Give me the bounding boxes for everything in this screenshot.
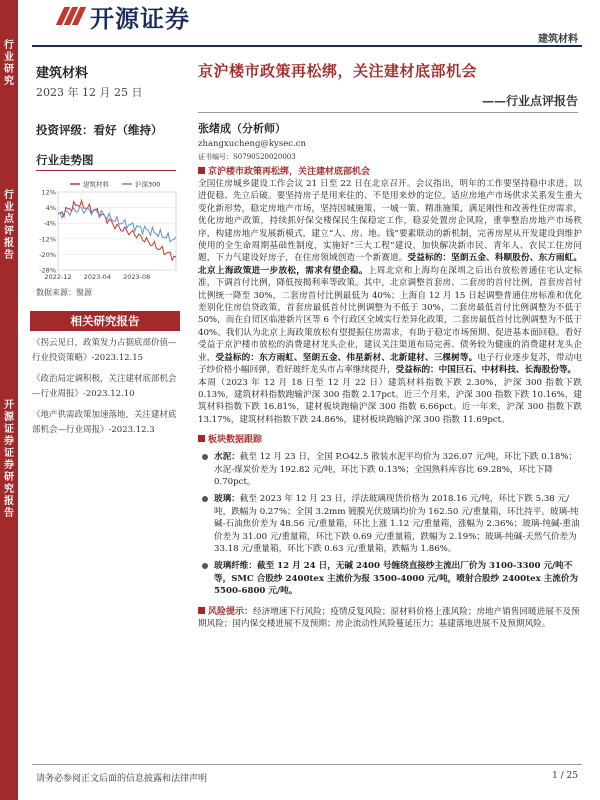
x-tick-label: 2023-08 [123,273,151,281]
section-heading: 京沪楼市政策再松绑，关注建材底部机会 [198,166,582,178]
sector-name: 建筑材料 [36,66,89,81]
square-bullet-icon [198,607,205,614]
trend-chart-svg [30,174,180,286]
footer-disclaimer: 请务必参阅正文后面的信息披露和法律声明 [36,774,208,784]
legend-label: 沪深300 [135,180,161,189]
y-tick-label: 12% [41,188,56,197]
brand-logo [58,0,190,32]
report-subtitle: ——行业点评报告 [481,94,578,108]
y-tick-label: -12% [39,235,56,244]
cement-item: 水泥：截至 12 月 23 日，全国 P.O42.5 散装水泥平均价为 326.07 元/吨，环比下跌 0.18%；水泥-煤炭价差为 192.82 元/吨，环比下跌 0.13%；全国熟料库容比 69.28%，环比下降 0.70pct。 [198,451,582,488]
side-label-bottom: 开源证券 证券研究报告 [4,400,14,519]
brand-mark-icon [58,5,84,27]
y-tick-label: 4% [45,204,56,213]
section-heading: 风险提示：经济增速下行风险；疫情反复风险；原材料价格上涨风险；房地产销售回暖进展不及预期风险；国内保交楼进展不及预期；房企流动性风险蔓延压力；基建落地进展不及预期风险。 [198,606,580,629]
analyst-cert: 证书编号：S0790520020003 [198,153,296,161]
bullet-dot-icon [202,454,208,460]
y-tick-label: -28% [39,266,56,275]
bullet-dot-icon [202,563,208,569]
bullet-dot-icon [202,496,208,502]
related-report-item[interactable]: 《地产供需政策加速落地，关注建材底部机会—行业周报》-2023.12.3 [32,410,177,435]
footer-divider [32,764,582,765]
y-tick-label: -4% [43,219,56,228]
square-bullet-icon [198,167,205,174]
header-industry-tag: 建筑材料 [538,34,578,45]
market-performance-paragraph: 本周（2023 年 12 月 18 日至 12 月 22 日）建筑材料指数下跌 2.30%，沪深 300 指数下跌 0.13%，建筑材料指数跑输沪深 300 指数 2.17pct。近三个月来，沪深 300 指数下跌 10.16%，建筑材料指数下跌 16.81%，建材板块跑输沪深 300 指数 6.66pct。近一年来，沪深 300 指数下跌 13.17%，建筑材料指数下跌 24.86%，建材板块跑输沪深 300 指数 11.69pct。 [198,377,582,425]
related-report-item[interactable]: 《政治局定调积极，关注建材底部机会—行业周报》-2023.12.10 [32,374,177,399]
header-divider [32,45,582,47]
y-tick-label: -20% [39,250,56,259]
report-body [198,166,582,630]
related-report-item[interactable]: 《拐云见日，政策发力占据底部价值—行业投资策略》-2023.12.15 [32,338,177,363]
glass-item: 玻璃：截至 2023 年 12 月 23 日，浮法玻璃现货价格为 2018.16 元/吨，环比下跌 5.38 元/吨，跌幅为 0.27%；全国 3.2mm 镀膜光伏玻璃均价为 162.50 元/重量箱，环比持平。玻璃-纯碱-石油焦价差为 48.56 元/重量箱，环比上涨 1.12 元/重量箱，涨幅为 2.36%；玻璃-纯碱-重油价差为 31.00 元/重量箱，环比下跌 0.69 元/重量箱，跌幅为 2.19%；玻璃-纯碱-天然气价差为 33.18 元/重量箱，环比下跌 0.63 元/重量箱，跌幅为 1.86%。 [198,493,582,555]
fiber-item: 玻璃纤维：截至 12 月 24 日，无碱 2400 号缠绕直接纱主流出厂价为 3100-3300 元/吨不等，SMC 合股纱 2400tex 主流价为报 3500-4000 元/吨，喷射合股纱 2400tex 主流价为 5500-6800 元/吨。 [198,560,582,597]
section-heading: 板块数据跟踪 [198,434,582,446]
related-reports-header: 相关研究报告 [30,311,180,331]
trend-chart [30,174,180,286]
analyst-email[interactable]: zhangxucheng@kysec.cn [198,139,306,149]
chart-frame [58,192,176,270]
investment-rating: 投资评级：看好（维持） [36,123,163,137]
legend-label: 建筑材料 [83,180,109,189]
related-reports-list [32,336,180,444]
page-number: 1 / 25 [552,771,578,781]
x-tick-label: 2022-12 [44,273,72,281]
author-divider [198,112,578,113]
analyst-name: 张绪成（分析师） [198,122,286,135]
x-tick-label: 2023-04 [83,273,111,281]
trend-divider [36,170,176,171]
section-paragraph: 全国住房城乡建设工作会议 21 日至 22 日在北京召开。会议指出，明年的工作要坚持稳中求进、以进促稳、先立后破。要坚持房子是用来住的、不是用来炒的定位，适应房地产市场供求关系发生重大变化新形势，稳定房地产市场，坚持因城施策、一城一策、精准施策，满足刚性和改善性住房需求，优化房地产政策，持续抓好保交楼保民生保稳定工作，稳妥处置房企风险，重拳整治房地产市场秩序，构建房地产发展新模式，建立“人、房、地、钱”要素联动的新机制，完善房屋从开发建设到维护使用的全生命周期基础性制度，实施好“三大工程”建设，加快解决新市民、青年人、农民工住房问题，下力气建设好房子，在住房领域创造一个新赛道。受益标的：坚朗五金、科顺股份、东方雨虹。北京上海政策进一步放松，需求有望企稳。上周北京和上海均在深圳之后出台放松普通住宅认定标准，下调首付比例，降低按揭利率等政策。其中，北京调整首套房、二套房的首付比例，首套房首付比例统一降至 30%，二套房首付比例最低为 40%；上海自 12 月 15 日起调整普通住房标准和优化差别化住房信贷政策，首套房最低首付比例调整为不低于 30%，二套房最低首付比例调整为不低于 50%，而在自贸区临港新片区等 6 个行政区全域实行差异化政策，二套房最低首付比例调整为不低于 40%。我们认为北京上海政策放松有望提振住房需求，有助于稳定市场预期、促进基本面回稳。看好受益于京沪楼市放松的消费建材龙头企业，建议关注渠道布局完善、债务较为健康的消费建材龙头企业，受益标的：东方雨虹、坚朗五金、伟星新材、北新建材、三棵树等。电子行业逐步复苏，带动电子纱价格小幅回弹，看好玻纤龙头市占率继续提升，受益标的：中国巨石、中材科技、长海股份等。 [198,179,582,376]
side-label-middle: 行业点评报告 [4,190,14,261]
report-date: 2023 年 12 月 25 日 [36,86,143,99]
square-bullet-icon [198,435,205,442]
side-label-top: 行业研究 [4,40,14,87]
report-title: 京沪楼市政策再松绑，关注建材底部机会 [198,62,478,80]
chart-source: 数据来源：聚源 [36,288,92,297]
trend-chart-title: 行业走势图 [36,153,94,167]
series-line [58,200,176,260]
brand-name: 开源证券 [90,4,190,33]
